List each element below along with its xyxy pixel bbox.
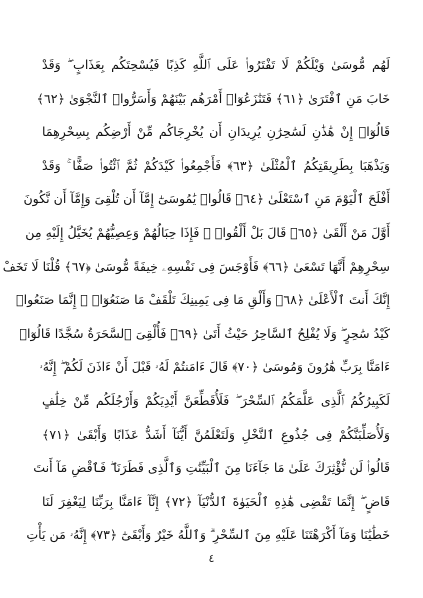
text-line-8: إِنَّكَ أَنتَ ٱلْأَعْلَىٰ ﴿٦٨﴾ وَأَلْقِ مَا فِى يَمِينِكَ تَلْقَفْ مَا صَنَعُوٓا۟ ۖ إِنَّمَا صَنَعُوا۟ bbox=[16, 292, 390, 308]
text-line-6: أَوَّلَ مَنْ أَلْقَىٰ ﴿٦٥﴾ قَالَ بَلْ أَلْقُوا۟ ۖ فَإِذَا حِبَالُهُمْ وَعِصِيُّهُمْ يُخَيَّلُ إِلَيْهِ مِن bbox=[25, 224, 390, 240]
text-line-11: لَكَبِيرُكُمُ ٱلَّذِى عَلَّمَكُمُ ٱلسِّحْرَ ۖ فَلَأُقَطِّعَنَّ أَيْدِيَكُمْ وَأَرْجُلَكُم مِّنْ خِلَٰفٍ bbox=[42, 392, 390, 408]
text-line-13: قَالُوا۟ لَن نُّؤْثِرَكَ عَلَىٰ مَا جَآءَنَا مِنَ ٱلْبَيِّنَٰتِ وَٱلَّذِى فَطَرَنَا ۖ فَٱقْضِ مَآ أَنتَ bbox=[33, 460, 390, 476]
text-line-10: ءَامَنَّا بِرَبِّ هَٰرُونَ وَمُوسَىٰ ﴿٧٠﴾ قَالَ ءَامَنتُمْ لَهُۥ قَبْلَ أَنْ ءَاذَنَ لَكُمْ ۖ إِنَّهُۥ bbox=[39, 359, 390, 375]
text-line-2: خَابَ مَنِ ٱفْتَرَىٰ ﴿٦١﴾ فَتَنَٰزَعُوٓا۟ أَمْرَهُم بَيْنَهُمْ وَأَسَرُّوا۟ ٱلنَّجْوَىٰ ﴿٦٢﴾ bbox=[36, 90, 390, 106]
text-line-5: أَفْلَحَ ٱلْيَوْمَ مَنِ ٱسْتَعْلَىٰ ﴿٦٤﴾ قَالُوا۟ يَٰمُوسَىٰٓ إِمَّآ أَن تُلْقِىَ وَإِمَّآ أَن نَّكُونَ bbox=[23, 191, 390, 207]
text-line-15: خَطَٰيَٰنَا وَمَآ أَكْرَهْتَنَا عَلَيْهِ مِنَ ٱلسِّحْرِ ۗ وَٱللَّهُ خَيْرٌ وَأَبْقَىٰٓ ﴿٧٣﴾ إِنَّهُۥ مَن يَأْتِ bbox=[26, 527, 390, 543]
text-line-12: وَلَأُصَلِّبَنَّكُمْ فِى جُذُوعِ ٱلنَّخْلِ وَلَتَعْلَمُنَّ أَيُّنَآ أَشَدُّ عَذَابًا وَأَبْقَىٰ ﴿٧١﴾ bbox=[42, 426, 390, 442]
text-line-1: لَهُم مُّوسَىٰ وَيْلَكُمْ لَا تَفْتَرُوا۟ عَلَى ٱللَّهِ كَذِبًا فَيُسْحِتَكُم بِعَذَابٍ ۖ وَقَدْ bbox=[42, 57, 390, 72]
verse-text-block bbox=[2, 48, 391, 552]
text-line-7: سِحْرِهِمْ أَنَّهَا تَسْعَىٰ ﴿٦٦﴾ فَأَوْجَسَ فِى نَفْسِهِۦ خِيفَةً مُّوسَىٰ ﴿٦٧﴾ قُلْنَا لَا تَخَفْ bbox=[2, 258, 390, 274]
text-line-14: قَاضٍ ۖ إِنَّمَا تَقْضِى هَٰذِهِ ٱلْحَيَوٰةَ ٱلدُّنْيَآ ﴿٧٢﴾ إِنَّآ ءَامَنَّا بِرَبِّنَا لِيَغْفِرَ لَنَا bbox=[42, 493, 390, 509]
page-number: ٤ bbox=[208, 552, 215, 565]
text-line-3: قَالُوٓا۟ إِنْ هَٰذَٰنِ لَسَٰحِرَٰنِ يُرِيدَانِ أَن يُخْرِجَاكُم مِّنْ أَرْضِكُم بِسِحْرِهِمَا bbox=[42, 124, 390, 140]
text-line-4: وَيَذْهَبَا بِطَرِيقَتِكُمُ ٱلْمُثْلَىٰ ﴿٦٣﴾ فَأَجْمِعُوا۟ كَيْدَكُمْ ثُمَّ ٱئْتُوا۟ صَفًّا ۚ وَقَدْ bbox=[42, 157, 391, 173]
text-line-9: كَيْدُ سَٰحِرٍ ۖ وَلَا يُفْلِحُ ٱلسَّاحِرُ حَيْثُ أَتَىٰ ﴿٦٩﴾ فَأُلْقِىَ ٱلسَّحَرَةُ سُجَّدًا قَالُوٓا۟ bbox=[19, 325, 390, 341]
